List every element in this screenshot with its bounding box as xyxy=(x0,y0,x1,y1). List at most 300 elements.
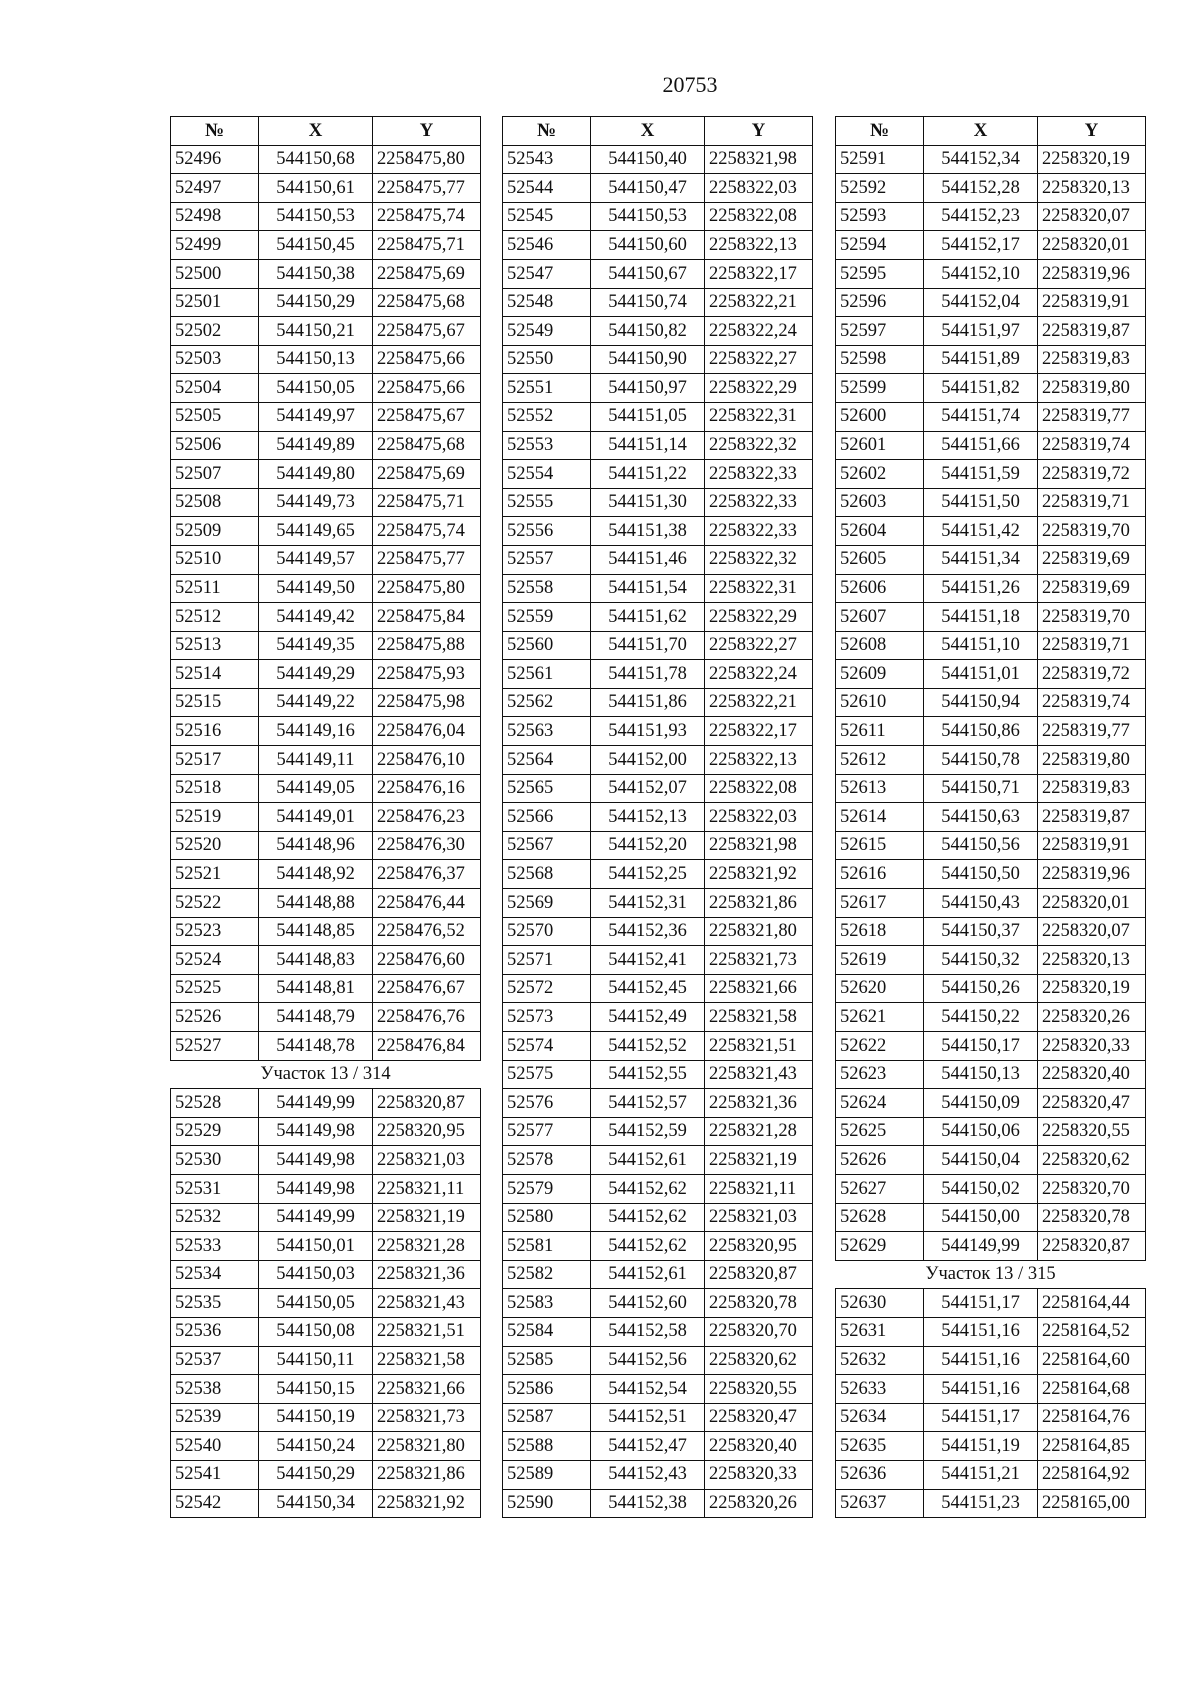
point-number-cell: 52604 xyxy=(836,517,924,546)
table-row xyxy=(503,1489,813,1518)
table-row xyxy=(171,1432,481,1461)
y-coordinate-cell: 2258476,23 xyxy=(373,803,481,832)
point-number-cell: 52574 xyxy=(503,1032,591,1061)
x-coordinate-cell: 544149,22 xyxy=(259,688,373,717)
point-number-cell: 52625 xyxy=(836,1117,924,1146)
table-row xyxy=(171,889,481,918)
table-row xyxy=(171,460,481,489)
y-coordinate-cell: 2258164,44 xyxy=(1038,1289,1146,1318)
table-row xyxy=(503,431,813,460)
x-coordinate-cell: 544150,03 xyxy=(259,1260,373,1289)
point-number-cell: 52500 xyxy=(171,259,259,288)
table-row xyxy=(836,574,1146,603)
x-coordinate-cell: 544150,01 xyxy=(259,1232,373,1261)
x-coordinate-cell: 544149,42 xyxy=(259,603,373,632)
x-coordinate-cell: 544150,71 xyxy=(924,774,1038,803)
table-row xyxy=(503,345,813,374)
point-number-cell: 52499 xyxy=(171,231,259,260)
y-coordinate-cell: 2258475,84 xyxy=(373,603,481,632)
y-coordinate-cell: 2258319,77 xyxy=(1038,717,1146,746)
y-coordinate-cell: 2258320,07 xyxy=(1038,202,1146,231)
y-coordinate-cell: 2258475,68 xyxy=(373,288,481,317)
y-coordinate-cell: 2258322,27 xyxy=(705,345,813,374)
y-coordinate-cell: 2258164,52 xyxy=(1038,1317,1146,1346)
y-coordinate-cell: 2258475,74 xyxy=(373,202,481,231)
y-coordinate-cell: 2258475,69 xyxy=(373,259,481,288)
x-coordinate-cell: 544151,62 xyxy=(591,603,705,632)
y-coordinate-cell: 2258319,74 xyxy=(1038,431,1146,460)
table-row xyxy=(836,1375,1146,1404)
point-number-cell: 52568 xyxy=(503,860,591,889)
table-row xyxy=(171,1403,481,1432)
point-number-cell: 52623 xyxy=(836,1060,924,1089)
point-number-cell: 52546 xyxy=(503,231,591,260)
y-coordinate-cell: 2258320,33 xyxy=(1038,1032,1146,1061)
y-coordinate-cell: 2258476,37 xyxy=(373,860,481,889)
x-coordinate-cell: 544149,29 xyxy=(259,660,373,689)
header-row xyxy=(503,117,813,146)
header-number: № xyxy=(836,117,924,146)
y-coordinate-cell: 2258320,19 xyxy=(1038,974,1146,1003)
table-row xyxy=(171,231,481,260)
y-coordinate-cell: 2258322,08 xyxy=(705,774,813,803)
point-number-cell: 52526 xyxy=(171,1003,259,1032)
x-coordinate-cell: 544152,61 xyxy=(591,1260,705,1289)
x-coordinate-cell: 544149,35 xyxy=(259,631,373,660)
header-x: X xyxy=(259,117,373,146)
x-coordinate-cell: 544150,15 xyxy=(259,1375,373,1404)
point-number-cell: 52552 xyxy=(503,402,591,431)
x-coordinate-cell: 544150,68 xyxy=(259,145,373,174)
table-row xyxy=(836,1003,1146,1032)
y-coordinate-cell: 2258321,98 xyxy=(705,145,813,174)
point-number-cell: 52585 xyxy=(503,1346,591,1375)
y-coordinate-cell: 2258320,95 xyxy=(373,1117,481,1146)
x-coordinate-cell: 544150,50 xyxy=(924,860,1038,889)
point-number-cell: 52533 xyxy=(171,1232,259,1261)
y-coordinate-cell: 2258322,08 xyxy=(705,202,813,231)
x-coordinate-cell: 544152,31 xyxy=(591,889,705,918)
table-row xyxy=(503,145,813,174)
point-number-cell: 52562 xyxy=(503,688,591,717)
y-coordinate-cell: 2258321,19 xyxy=(705,1146,813,1175)
y-coordinate-cell: 2258321,73 xyxy=(705,946,813,975)
x-coordinate-cell: 544149,65 xyxy=(259,517,373,546)
x-coordinate-cell: 544152,59 xyxy=(591,1117,705,1146)
y-coordinate-cell: 2258320,55 xyxy=(705,1375,813,1404)
point-number-cell: 52626 xyxy=(836,1146,924,1175)
point-number-cell: 52571 xyxy=(503,946,591,975)
table-row xyxy=(171,431,481,460)
x-coordinate-cell: 544151,16 xyxy=(924,1375,1038,1404)
x-coordinate-cell: 544150,47 xyxy=(591,174,705,203)
point-number-cell: 52531 xyxy=(171,1174,259,1203)
x-coordinate-cell: 544152,41 xyxy=(591,946,705,975)
x-coordinate-cell: 544150,05 xyxy=(259,1289,373,1318)
y-coordinate-cell: 2258320,78 xyxy=(1038,1203,1146,1232)
y-coordinate-cell: 2258321,36 xyxy=(373,1260,481,1289)
x-coordinate-cell: 544149,97 xyxy=(259,402,373,431)
point-number-cell: 52548 xyxy=(503,288,591,317)
y-coordinate-cell: 2258321,28 xyxy=(705,1117,813,1146)
point-number-cell: 52540 xyxy=(171,1432,259,1461)
x-coordinate-cell: 544150,74 xyxy=(591,288,705,317)
table-row xyxy=(503,1089,813,1118)
y-coordinate-cell: 2258322,33 xyxy=(705,517,813,546)
table-row xyxy=(836,1232,1146,1261)
x-coordinate-cell: 544151,42 xyxy=(924,517,1038,546)
point-number-cell: 52557 xyxy=(503,545,591,574)
x-coordinate-cell: 544149,99 xyxy=(259,1203,373,1232)
table-row xyxy=(836,517,1146,546)
x-coordinate-cell: 544150,97 xyxy=(591,374,705,403)
point-number-cell: 52598 xyxy=(836,345,924,374)
x-coordinate-cell: 544149,57 xyxy=(259,545,373,574)
y-coordinate-cell: 2258164,76 xyxy=(1038,1403,1146,1432)
y-coordinate-cell: 2258320,87 xyxy=(1038,1232,1146,1261)
table-row xyxy=(836,917,1146,946)
point-number-cell: 52512 xyxy=(171,603,259,632)
x-coordinate-cell: 544150,90 xyxy=(591,345,705,374)
point-number-cell: 52528 xyxy=(171,1089,259,1118)
table-row xyxy=(171,1203,481,1232)
table-row xyxy=(836,803,1146,832)
point-number-cell: 52619 xyxy=(836,946,924,975)
y-coordinate-cell: 2258476,52 xyxy=(373,917,481,946)
point-number-cell: 52519 xyxy=(171,803,259,832)
table-row xyxy=(503,374,813,403)
y-coordinate-cell: 2258320,70 xyxy=(1038,1174,1146,1203)
y-coordinate-cell: 2258475,98 xyxy=(373,688,481,717)
x-coordinate-cell: 544148,79 xyxy=(259,1003,373,1032)
table-row xyxy=(171,374,481,403)
point-number-cell: 52513 xyxy=(171,631,259,660)
page-number: 20753 xyxy=(662,72,718,97)
point-number-cell: 52501 xyxy=(171,288,259,317)
y-coordinate-cell: 2258322,24 xyxy=(705,660,813,689)
y-coordinate-cell: 2258322,27 xyxy=(705,631,813,660)
table-row xyxy=(171,660,481,689)
x-coordinate-cell: 544150,04 xyxy=(924,1146,1038,1175)
point-number-cell: 52551 xyxy=(503,374,591,403)
point-number-cell: 52605 xyxy=(836,545,924,574)
x-coordinate-cell: 544150,05 xyxy=(259,374,373,403)
y-coordinate-cell: 2258320,40 xyxy=(1038,1060,1146,1089)
table-row xyxy=(171,145,481,174)
table-row xyxy=(836,345,1146,374)
point-number-cell: 52509 xyxy=(171,517,259,546)
point-number-cell: 52547 xyxy=(503,259,591,288)
point-number-cell: 52558 xyxy=(503,574,591,603)
point-number-cell: 52628 xyxy=(836,1203,924,1232)
point-number-cell: 52522 xyxy=(171,889,259,918)
y-coordinate-cell: 2258475,77 xyxy=(373,545,481,574)
x-coordinate-cell: 544151,22 xyxy=(591,460,705,489)
x-coordinate-cell: 544152,07 xyxy=(591,774,705,803)
y-coordinate-cell: 2258320,01 xyxy=(1038,889,1146,918)
table-row xyxy=(503,1003,813,1032)
point-number-cell: 52573 xyxy=(503,1003,591,1032)
y-coordinate-cell: 2258322,33 xyxy=(705,460,813,489)
point-number-cell: 52583 xyxy=(503,1289,591,1318)
y-coordinate-cell: 2258476,44 xyxy=(373,889,481,918)
x-coordinate-cell: 544151,34 xyxy=(924,545,1038,574)
point-number-cell: 52504 xyxy=(171,374,259,403)
point-number-cell: 52511 xyxy=(171,574,259,603)
table-row xyxy=(836,460,1146,489)
point-number-cell: 52633 xyxy=(836,1375,924,1404)
point-number-cell: 52578 xyxy=(503,1146,591,1175)
table-row xyxy=(836,889,1146,918)
table-row xyxy=(171,317,481,346)
x-coordinate-cell: 544152,61 xyxy=(591,1146,705,1175)
table-row xyxy=(503,259,813,288)
table-row xyxy=(503,1375,813,1404)
table-row xyxy=(836,1060,1146,1089)
y-coordinate-cell: 2258319,80 xyxy=(1038,374,1146,403)
table-row xyxy=(503,317,813,346)
x-coordinate-cell: 544149,05 xyxy=(259,774,373,803)
x-coordinate-cell: 544152,20 xyxy=(591,831,705,860)
x-coordinate-cell: 544152,47 xyxy=(591,1432,705,1461)
y-coordinate-cell: 2258319,70 xyxy=(1038,603,1146,632)
table-row xyxy=(503,774,813,803)
point-number-cell: 52566 xyxy=(503,803,591,832)
table-row xyxy=(836,1203,1146,1232)
point-number-cell: 52559 xyxy=(503,603,591,632)
table-row xyxy=(836,603,1146,632)
x-coordinate-cell: 544150,67 xyxy=(591,259,705,288)
y-coordinate-cell: 2258320,87 xyxy=(705,1260,813,1289)
table-row xyxy=(503,889,813,918)
point-number-cell: 52561 xyxy=(503,660,591,689)
point-number-cell: 52507 xyxy=(171,460,259,489)
table-row xyxy=(836,174,1146,203)
y-coordinate-cell: 2258476,30 xyxy=(373,831,481,860)
x-coordinate-cell: 544151,01 xyxy=(924,660,1038,689)
table-row xyxy=(836,1117,1146,1146)
point-number-cell: 52620 xyxy=(836,974,924,1003)
point-number-cell: 52539 xyxy=(171,1403,259,1432)
table-row xyxy=(171,631,481,660)
x-coordinate-cell: 544152,62 xyxy=(591,1174,705,1203)
x-coordinate-cell: 544150,34 xyxy=(259,1489,373,1518)
y-coordinate-cell: 2258321,86 xyxy=(373,1460,481,1489)
y-coordinate-cell: 2258320,55 xyxy=(1038,1117,1146,1146)
coordinates-table-3 xyxy=(835,116,1146,1518)
point-number-cell: 52515 xyxy=(171,688,259,717)
point-number-cell: 52505 xyxy=(171,402,259,431)
header-row xyxy=(171,117,481,146)
table-row xyxy=(836,145,1146,174)
point-number-cell: 52590 xyxy=(503,1489,591,1518)
y-coordinate-cell: 2258322,31 xyxy=(705,402,813,431)
x-coordinate-cell: 544150,53 xyxy=(591,202,705,231)
x-coordinate-cell: 544152,58 xyxy=(591,1317,705,1346)
table-row xyxy=(171,1003,481,1032)
point-number-cell: 52572 xyxy=(503,974,591,1003)
header-number: № xyxy=(171,117,259,146)
point-number-cell: 52521 xyxy=(171,860,259,889)
x-coordinate-cell: 544151,18 xyxy=(924,603,1038,632)
point-number-cell: 52600 xyxy=(836,402,924,431)
y-coordinate-cell: 2258322,32 xyxy=(705,431,813,460)
table-row xyxy=(503,1146,813,1175)
y-coordinate-cell: 2258476,10 xyxy=(373,746,481,775)
table-row xyxy=(171,1489,481,1518)
table-row xyxy=(503,402,813,431)
y-coordinate-cell: 2258322,21 xyxy=(705,288,813,317)
y-coordinate-cell: 2258321,28 xyxy=(373,1232,481,1261)
x-coordinate-cell: 544148,85 xyxy=(259,917,373,946)
table-row xyxy=(171,774,481,803)
table-row xyxy=(836,1146,1146,1175)
table-row xyxy=(171,345,481,374)
y-coordinate-cell: 2258320,19 xyxy=(1038,145,1146,174)
y-coordinate-cell: 2258475,67 xyxy=(373,317,481,346)
point-number-cell: 52523 xyxy=(171,917,259,946)
y-coordinate-cell: 2258319,72 xyxy=(1038,660,1146,689)
point-number-cell: 52634 xyxy=(836,1403,924,1432)
x-coordinate-cell: 544151,19 xyxy=(924,1432,1038,1461)
y-coordinate-cell: 2258476,16 xyxy=(373,774,481,803)
point-number-cell: 52612 xyxy=(836,746,924,775)
y-coordinate-cell: 2258475,74 xyxy=(373,517,481,546)
point-number-cell: 52610 xyxy=(836,688,924,717)
point-number-cell: 52603 xyxy=(836,488,924,517)
x-coordinate-cell: 544150,61 xyxy=(259,174,373,203)
table-row xyxy=(836,1174,1146,1203)
x-coordinate-cell: 544151,23 xyxy=(924,1489,1038,1518)
x-coordinate-cell: 544152,52 xyxy=(591,1032,705,1061)
point-number-cell: 52569 xyxy=(503,889,591,918)
x-coordinate-cell: 544150,22 xyxy=(924,1003,1038,1032)
table-row xyxy=(836,688,1146,717)
x-coordinate-cell: 544152,13 xyxy=(591,803,705,832)
table-row xyxy=(836,860,1146,889)
table-row xyxy=(836,631,1146,660)
y-coordinate-cell: 2258319,69 xyxy=(1038,574,1146,603)
y-coordinate-cell: 2258322,17 xyxy=(705,259,813,288)
y-coordinate-cell: 2258321,11 xyxy=(373,1174,481,1203)
x-coordinate-cell: 544151,10 xyxy=(924,631,1038,660)
point-number-cell: 52524 xyxy=(171,946,259,975)
x-coordinate-cell: 544152,45 xyxy=(591,974,705,1003)
y-coordinate-cell: 2258320,40 xyxy=(705,1432,813,1461)
point-number-cell: 52617 xyxy=(836,889,924,918)
point-number-cell: 52529 xyxy=(171,1117,259,1146)
y-coordinate-cell: 2258322,24 xyxy=(705,317,813,346)
table-row xyxy=(836,288,1146,317)
y-coordinate-cell: 2258475,66 xyxy=(373,374,481,403)
y-coordinate-cell: 2258319,74 xyxy=(1038,688,1146,717)
point-number-cell: 52514 xyxy=(171,660,259,689)
x-coordinate-cell: 544150,13 xyxy=(924,1060,1038,1089)
point-number-cell: 52608 xyxy=(836,631,924,660)
table-row xyxy=(171,1174,481,1203)
table-row xyxy=(503,1289,813,1318)
table-row xyxy=(836,402,1146,431)
point-number-cell: 52577 xyxy=(503,1117,591,1146)
point-number-cell: 52506 xyxy=(171,431,259,460)
table-row xyxy=(171,1146,481,1175)
point-number-cell: 52627 xyxy=(836,1174,924,1203)
x-coordinate-cell: 544149,89 xyxy=(259,431,373,460)
x-coordinate-cell: 544152,17 xyxy=(924,231,1038,260)
y-coordinate-cell: 2258321,36 xyxy=(705,1089,813,1118)
y-coordinate-cell: 2258320,47 xyxy=(1038,1089,1146,1118)
x-coordinate-cell: 544150,56 xyxy=(924,831,1038,860)
table-row xyxy=(503,974,813,1003)
x-coordinate-cell: 544148,83 xyxy=(259,946,373,975)
y-coordinate-cell: 2258321,03 xyxy=(373,1146,481,1175)
x-coordinate-cell: 544151,50 xyxy=(924,488,1038,517)
point-number-cell: 52599 xyxy=(836,374,924,403)
table-row xyxy=(836,774,1146,803)
y-coordinate-cell: 2258475,71 xyxy=(373,231,481,260)
x-coordinate-cell: 544152,62 xyxy=(591,1232,705,1261)
table-row xyxy=(836,374,1146,403)
x-coordinate-cell: 544149,98 xyxy=(259,1146,373,1175)
y-coordinate-cell: 2258319,96 xyxy=(1038,860,1146,889)
y-coordinate-cell: 2258164,85 xyxy=(1038,1432,1146,1461)
y-coordinate-cell: 2258320,13 xyxy=(1038,174,1146,203)
point-number-cell: 52582 xyxy=(503,1260,591,1289)
y-coordinate-cell: 2258319,87 xyxy=(1038,317,1146,346)
y-coordinate-cell: 2258321,80 xyxy=(373,1432,481,1461)
y-coordinate-cell: 2258319,80 xyxy=(1038,746,1146,775)
table-row xyxy=(836,259,1146,288)
y-coordinate-cell: 2258320,62 xyxy=(1038,1146,1146,1175)
y-coordinate-cell: 2258320,47 xyxy=(705,1403,813,1432)
x-coordinate-cell: 544151,66 xyxy=(924,431,1038,460)
x-coordinate-cell: 544150,43 xyxy=(924,889,1038,918)
table-row xyxy=(503,488,813,517)
table-row xyxy=(836,1346,1146,1375)
y-coordinate-cell: 2258321,43 xyxy=(705,1060,813,1089)
x-coordinate-cell: 544151,46 xyxy=(591,545,705,574)
point-number-cell: 52587 xyxy=(503,1403,591,1432)
point-number-cell: 52592 xyxy=(836,174,924,203)
x-coordinate-cell: 544150,94 xyxy=(924,688,1038,717)
x-coordinate-cell: 544152,04 xyxy=(924,288,1038,317)
table-row xyxy=(171,746,481,775)
y-coordinate-cell: 2258475,88 xyxy=(373,631,481,660)
point-number-cell: 52560 xyxy=(503,631,591,660)
x-coordinate-cell: 544151,38 xyxy=(591,517,705,546)
table-row xyxy=(503,803,813,832)
table-row xyxy=(836,231,1146,260)
header-y: Y xyxy=(373,117,481,146)
x-coordinate-cell: 544151,17 xyxy=(924,1403,1038,1432)
x-coordinate-cell: 544148,81 xyxy=(259,974,373,1003)
point-number-cell: 52579 xyxy=(503,1174,591,1203)
table-row xyxy=(836,431,1146,460)
x-coordinate-cell: 544151,14 xyxy=(591,431,705,460)
x-coordinate-cell: 544149,98 xyxy=(259,1117,373,1146)
y-coordinate-cell: 2258321,19 xyxy=(373,1203,481,1232)
table-row xyxy=(171,1117,481,1146)
x-coordinate-cell: 544149,50 xyxy=(259,574,373,603)
point-number-cell: 52596 xyxy=(836,288,924,317)
y-coordinate-cell: 2258475,66 xyxy=(373,345,481,374)
x-coordinate-cell: 544152,28 xyxy=(924,174,1038,203)
x-coordinate-cell: 544150,60 xyxy=(591,231,705,260)
x-coordinate-cell: 544150,40 xyxy=(591,145,705,174)
x-coordinate-cell: 544150,45 xyxy=(259,231,373,260)
y-coordinate-cell: 2258476,76 xyxy=(373,1003,481,1032)
point-number-cell: 52538 xyxy=(171,1375,259,1404)
